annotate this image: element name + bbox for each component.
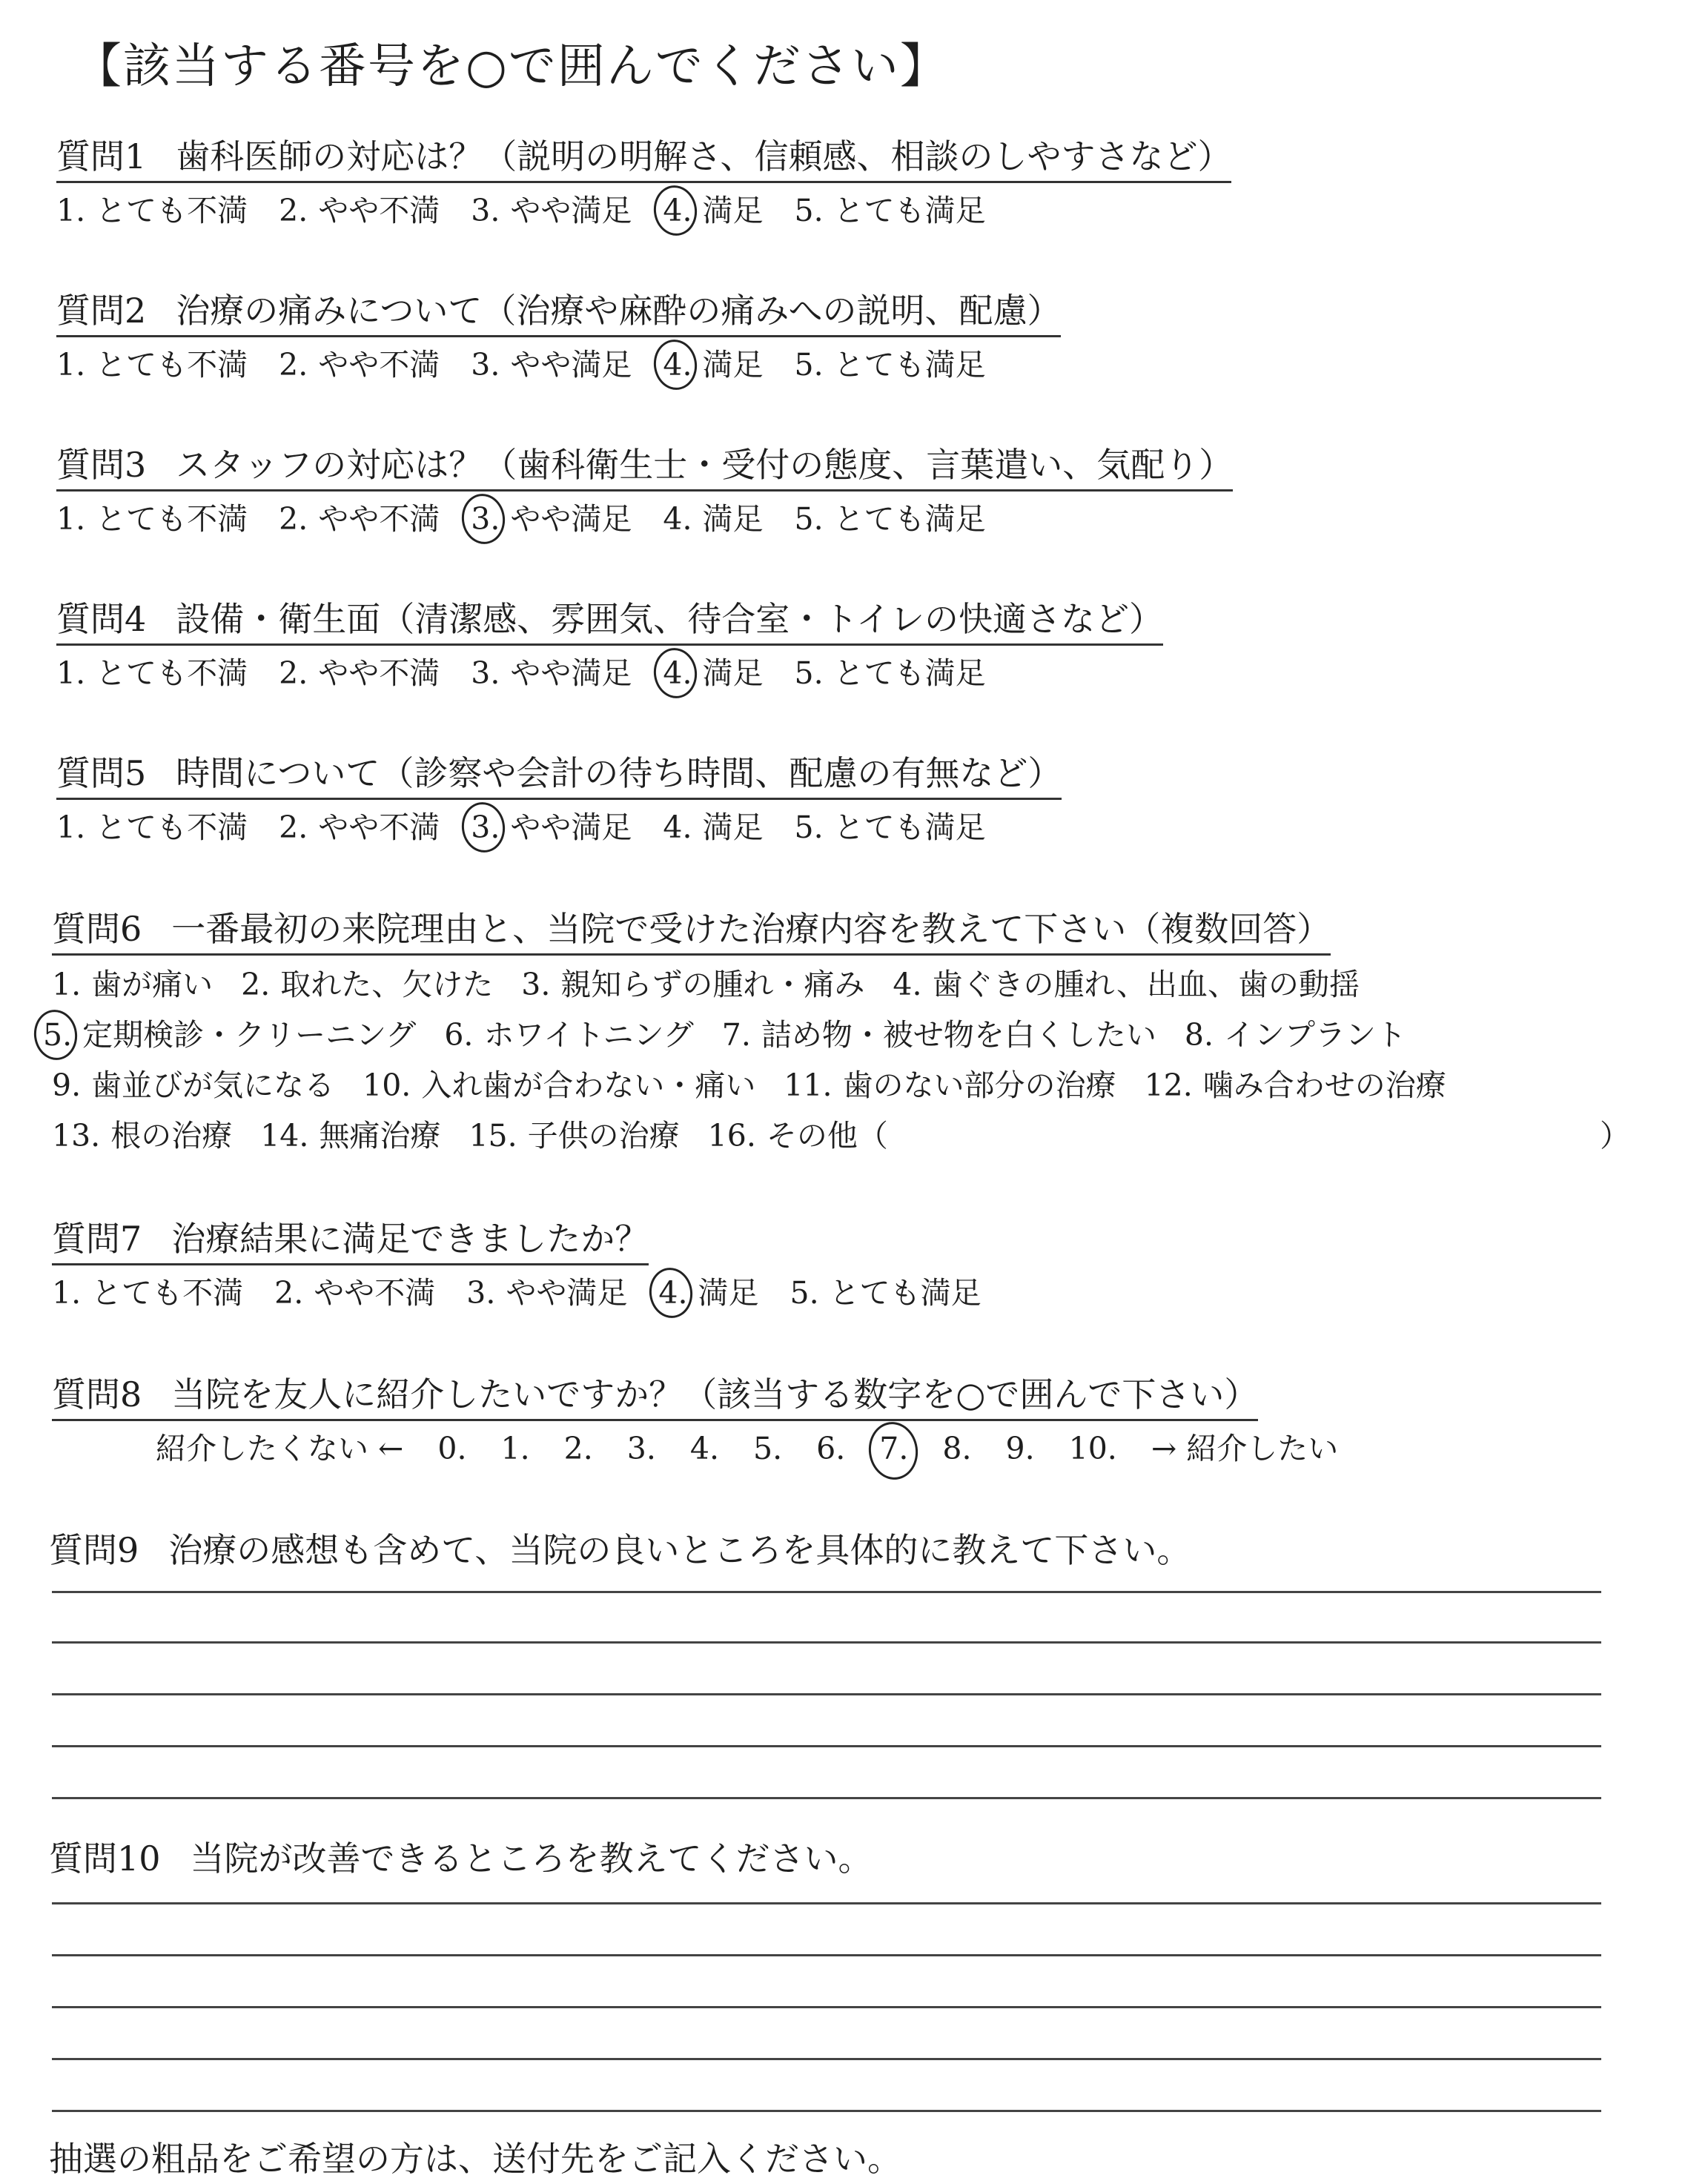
answer-line[interactable] (52, 1902, 1601, 1904)
question-number: 質問10 (49, 1839, 161, 1879)
question-3-options (56, 498, 986, 540)
rating-option-3[interactable]: 3. やや満足 (471, 193, 632, 228)
rating-option-2[interactable]: 2. やや不満 (279, 347, 440, 383)
question-8-heading (52, 1371, 1258, 1421)
page-title: 【該当する番号を○で囲んでください】 (74, 39, 949, 94)
rating-option-4[interactable]: 4. 満足 (663, 190, 763, 231)
question-text: 治療結果に満足できましたか？ (171, 1219, 649, 1259)
answer-line[interactable] (52, 2058, 1601, 2060)
selected-circle-mark: 3. (471, 807, 500, 848)
selected-circle-mark: 4. (658, 1272, 687, 1314)
question-text: 当院が改善できるところを教えてください。 (190, 1839, 873, 1879)
rating-option-4[interactable]: 4. 満足 (663, 810, 764, 845)
rating-option-4[interactable]: 4. 満足 (658, 1272, 758, 1314)
question-text: 一番最初の来院理由と、当院で受けた治療内容を教えて下さい（複数回答） (171, 909, 1331, 949)
question-number: 質問2 (56, 291, 147, 331)
selected-circle-mark: 4. (663, 344, 692, 385)
rating-option-1[interactable]: 1. とても不満 (56, 501, 248, 537)
rating-option-2[interactable]: 2. やや不満 (279, 501, 440, 537)
question-5-options (56, 807, 986, 848)
q6-option-5[interactable]: 5. 定期検診・クリーニング (43, 1014, 416, 1056)
question-4-options (56, 652, 986, 694)
q6-option-14[interactable]: 14. 無痛治療 (260, 1118, 441, 1154)
answer-line[interactable] (52, 2110, 1601, 2112)
question-text: 時間について（診察や会計の待ち時間、配慮の有無など） (176, 753, 1062, 793)
rating-option-5[interactable]: 5. とても満足 (790, 1275, 982, 1311)
question-text: 設備・衛生面（清潔感、雰囲気、待合室・トイレの快適さなど） (176, 599, 1163, 639)
recommend-scale (156, 1428, 1372, 1469)
q6-option-7[interactable]: 7. 詰め物・被せ物を白くしたい (721, 1017, 1156, 1053)
q6-option-11[interactable]: 11. 歯のない部分の治療 (784, 1068, 1116, 1103)
q6-option-9[interactable]: 9. 歯並びが気になる (52, 1068, 335, 1103)
answer-line[interactable] (52, 1641, 1601, 1644)
selected-circle-mark: 5. (43, 1014, 72, 1056)
scale-7-selected[interactable]: 7. (879, 1428, 908, 1469)
question-text: 治療の感想も含めて、当院の良いところを具体的に教えて下さい。 (168, 1530, 1191, 1570)
question-number: 質問1 (56, 136, 147, 176)
question-10-heading (49, 1836, 873, 1882)
q6-option-15[interactable]: 15. 子供の治療 (469, 1118, 680, 1154)
question-number: 質問5 (56, 753, 147, 793)
q6-option-4[interactable]: 4. 歯ぐきの腫れ、出血、歯の動揺 (893, 967, 1360, 1002)
q6-option-12[interactable]: 12. 噛み合わせの治療 (1144, 1068, 1446, 1103)
rating-option-5[interactable]: 5. とても満足 (794, 655, 986, 691)
q6-option-2[interactable]: 2. 取れた、欠けた (241, 967, 494, 1002)
question-9-heading (49, 1527, 1191, 1573)
rating-option-3[interactable]: 3. やや満足 (471, 498, 632, 540)
scale-right-label: → 紹介したい (1151, 1431, 1339, 1466)
q6-option-1[interactable]: 1. 歯が痛い (52, 967, 214, 1002)
answer-line[interactable] (52, 2006, 1601, 2008)
rating-option-3[interactable]: 3. やや満足 (471, 807, 632, 848)
rating-option-4[interactable]: 4. 満足 (663, 501, 764, 537)
rating-option-5[interactable]: 5. とても満足 (794, 193, 986, 228)
rating-option-2[interactable]: 2. やや不満 (279, 193, 440, 228)
q6-other-close-paren: ） (1600, 1118, 1630, 1154)
rating-option-2[interactable]: 2. やや不満 (279, 810, 440, 845)
footer-note-cropped: 抽選の粗品をご希望の方は、送付先をご記入ください。 (49, 2139, 901, 2179)
scale-0[interactable]: 0. (437, 1431, 467, 1466)
question-number: 質問8 (52, 1374, 142, 1414)
question-text: スタッフの対応は？（歯科衛生士・受付の態度、言葉遣い、気配り） (176, 445, 1234, 485)
rating-option-1[interactable]: 1. とても不満 (56, 347, 248, 383)
rating-option-1[interactable]: 1. とても不満 (56, 193, 248, 228)
q6-option-13[interactable]: 13. 根の治療 (52, 1118, 233, 1154)
selected-circle-mark: 4. (663, 652, 692, 694)
question-1-options (56, 190, 986, 231)
q6-option-3[interactable]: 3. 親知らずの腫れ・痛み (521, 967, 865, 1002)
rating-option-3[interactable]: 3. やや満足 (466, 1275, 628, 1311)
rating-option-5[interactable]: 5. とても満足 (794, 501, 986, 537)
q6-option-10[interactable]: 10. 入れ歯が合わない・痛い (363, 1068, 756, 1103)
rating-option-4[interactable]: 4. 満足 (663, 652, 763, 694)
selected-circle-mark: 4. (663, 190, 692, 231)
q6-options-row-2 (43, 1014, 1434, 1056)
answer-line[interactable] (52, 1797, 1601, 1799)
rating-option-2[interactable]: 2. やや不満 (274, 1275, 436, 1311)
question-number: 質問9 (49, 1530, 139, 1570)
rating-option-1[interactable]: 1. とても不満 (56, 810, 248, 845)
rating-option-5[interactable]: 5. とても満足 (794, 810, 986, 845)
scale-5[interactable]: 5. (753, 1431, 783, 1466)
scale-6[interactable]: 6. (816, 1431, 846, 1466)
answer-line[interactable] (52, 1745, 1601, 1747)
q6-options-row-4 (52, 1115, 916, 1156)
scale-4[interactable]: 4. (689, 1431, 720, 1466)
scale-10[interactable]: 10. (1068, 1431, 1117, 1466)
question-7-heading (52, 1216, 649, 1265)
q6-options-row-1 (52, 964, 1388, 1005)
question-number: 質問4 (56, 599, 147, 639)
question-3-heading (56, 442, 1233, 492)
scale-8[interactable]: 8. (942, 1431, 972, 1466)
scale-left-label: 紹介したくない ← (156, 1431, 404, 1466)
question-7-options (52, 1272, 982, 1314)
rating-option-4[interactable]: 4. 満足 (663, 344, 763, 385)
scale-2[interactable]: 2. (563, 1431, 593, 1466)
q6-option-8[interactable]: 8. インプラント (1184, 1017, 1406, 1053)
question-number: 質問6 (52, 909, 142, 949)
scale-1[interactable]: 1. (500, 1431, 530, 1466)
question-5-heading (56, 750, 1062, 800)
q6-option-6[interactable]: 6. ホワイトニング (444, 1017, 694, 1053)
rating-option-1[interactable]: 1. とても不満 (52, 1275, 244, 1311)
question-1-heading (56, 133, 1231, 183)
rating-option-5[interactable]: 5. とても満足 (794, 347, 986, 383)
question-text: 歯科医師の対応は？（説明の明解さ、信頼感、相談のしやすさなど） (176, 136, 1232, 176)
selected-circle-mark: 3. (471, 498, 500, 540)
question-text: 当院を友人に紹介したいですか？（該当する数字を○で囲んで下さい） (171, 1374, 1259, 1414)
rating-option-3[interactable]: 3. やや満足 (471, 655, 632, 691)
q6-option-16[interactable]: 16. その他（ (707, 1118, 888, 1154)
answer-line[interactable] (52, 1591, 1601, 1593)
question-4-heading (56, 596, 1163, 646)
scale-9[interactable]: 9. (1005, 1431, 1035, 1466)
question-number: 質問7 (52, 1219, 142, 1259)
question-6-heading (52, 906, 1331, 956)
scale-3[interactable]: 3. (626, 1431, 656, 1466)
rating-option-3[interactable]: 3. やや満足 (471, 347, 632, 383)
answer-line[interactable] (52, 1954, 1601, 1956)
answer-line[interactable] (52, 1693, 1601, 1695)
rating-option-1[interactable]: 1. とても不満 (56, 655, 248, 691)
rating-option-2[interactable]: 2. やや不満 (279, 655, 440, 691)
q6-options-row-3 (52, 1065, 1474, 1106)
question-number: 質問3 (56, 445, 147, 485)
question-text: 治療の痛みについて（治療や麻酔の痛みへの説明、配慮） (176, 291, 1062, 331)
question-2-heading (56, 288, 1061, 337)
question-2-options (56, 344, 986, 385)
